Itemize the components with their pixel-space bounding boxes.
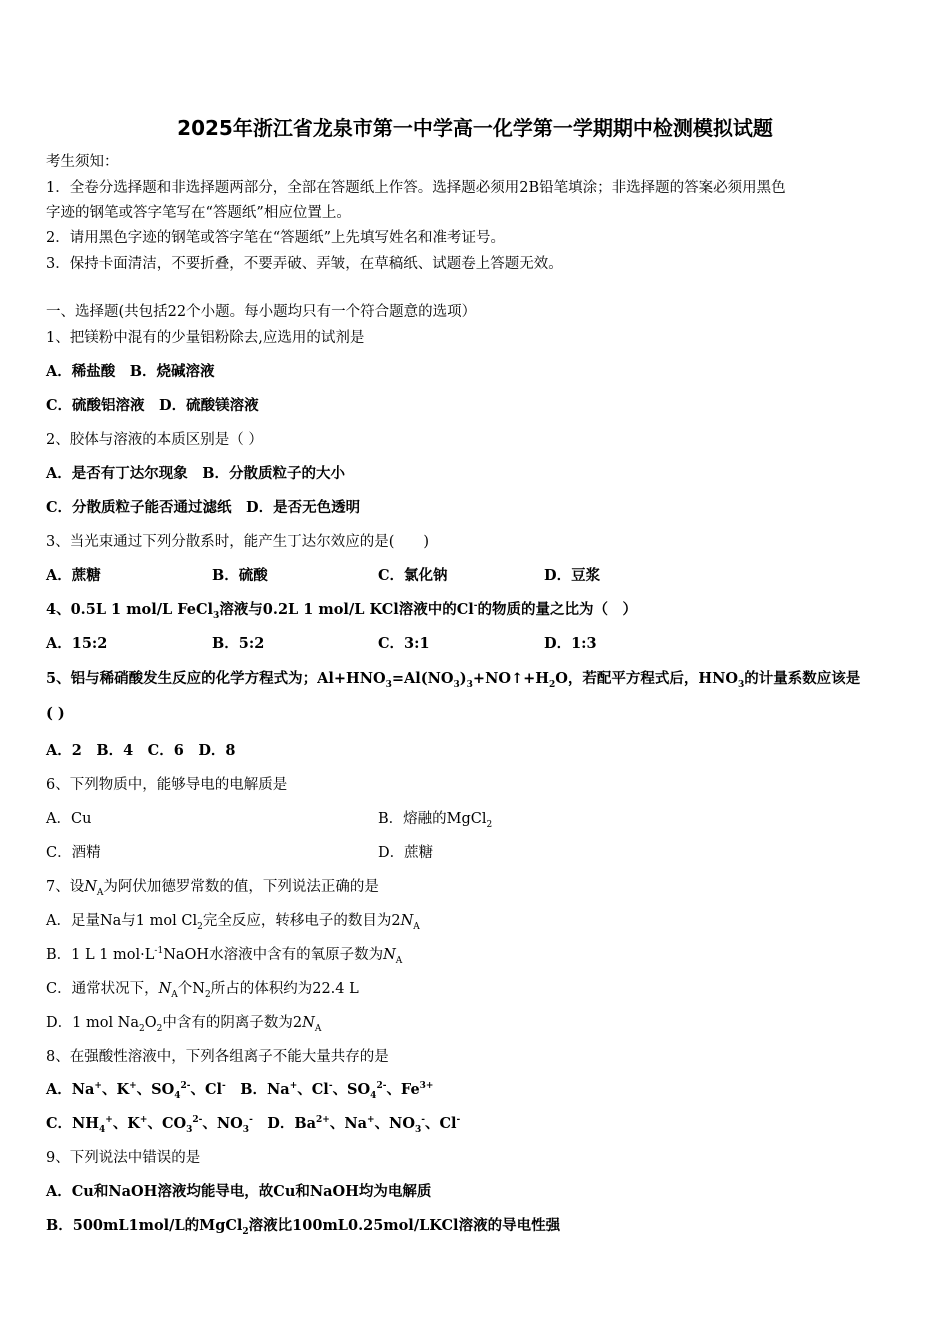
q6-option-a: A．Cu xyxy=(46,811,92,827)
q7-option-a: A．足量Na与1 mol $Cl_2$完全反应，转移电子的数目为$2N_A$ xyxy=(46,913,420,932)
q3-option-c: C．氯化钠 xyxy=(378,567,448,584)
q1-options-ab: A．稀盐酸 B．烧碱溶液 xyxy=(46,363,215,380)
q2-options-cd: C．分散质粒子能否通过滤纸 D．是否无色透明 xyxy=(46,499,361,516)
q8-options-ab: A．Na+、K+、$SO_4^{2-}$、Cl- B．Na+、Cl-、$SO_4^{2-}$、$Fe^{3+}$ xyxy=(46,1081,434,1101)
notice-item-1a: 1．全卷分选择题和非选择题两部分，全部在答题纸上作答。选择题必须用2B铅笔填涂；非选择题的答案必须用黑色 xyxy=(46,180,786,196)
q8-options-cd: C．$NH_4^+$、K+、$CO_3^{2-}$、$NO_3^-$ D．$Ba^{2+}$、Na+、$NO_3^-$、Cl- xyxy=(46,1115,461,1135)
notice-heading: 考生须知： xyxy=(46,154,119,170)
q6-option-d: D．蔗糖 xyxy=(378,845,434,861)
q1-stem: 1、把镁粉中混有的少量铝粉除去,应选用的试剂是 xyxy=(46,330,365,346)
q4-option-d: D．1:3 xyxy=(544,635,597,652)
q3-stem: 3、当光束通过下列分散系时，能产生丁达尔效应的是( ) xyxy=(46,534,430,550)
q7-option-d: D．1 mol $Na_2O_2$中含有的阴离子数为$2N_A$ xyxy=(46,1015,322,1034)
notice-item-1b: 字迹的钢笔或答字笔写在“答题纸”相应位置上。 xyxy=(46,205,351,221)
q6-option-c: C．酒精 xyxy=(46,845,101,861)
q9-stem: 9、下列说法中错误的是 xyxy=(46,1150,201,1166)
q6-stem: 6、下列物质中，能够导电的电解质是 xyxy=(46,777,288,793)
q9-option-a: A．Cu和NaOH溶液均能导电，故Cu和NaOH均为电解质 xyxy=(46,1183,432,1200)
q6-option-b: B．熔融的MgCl$_2$ xyxy=(378,811,493,830)
q7-option-b: B．1 L 1 $mol\cdot L^{-1}NaOH$水溶液中含有的氧原子数为$N_A$ xyxy=(46,946,403,966)
q3-option-b: B．硫酸 xyxy=(212,567,268,584)
q4-stem: 4、0.5L 1 mol/L FeCl$_3$溶液与0.2L 1 mol/L KCl溶液中的Cl-的物质的量之比为（ ） xyxy=(46,601,638,621)
q2-stem: 2、胶体与溶液的本质区别是（ ） xyxy=(46,432,263,448)
notice-item-3: 3．保持卡面清洁，不要折叠，不要弄破、弄皱，在草稿纸、试题卷上答题无效。 xyxy=(46,256,563,272)
q7-stem: 7、设$N_A$为阿伏加德罗常数的值，下列说法正确的是 xyxy=(46,879,379,898)
q1-options-cd: C．硫酸铝溶液 D．硫酸镁溶液 xyxy=(46,397,259,414)
q3-option-a: A．蔗糖 xyxy=(46,567,101,584)
q8-stem: 8、在强酸性溶液中，下列各组离子不能大量共存的是 xyxy=(46,1049,389,1065)
q7-option-c: C．通常状况下，$N_A$个$N_2$所占的体积约为22.4 L xyxy=(46,981,359,1000)
q2-options-ab: A．是否有丁达尔现象 B．分散质粒子的大小 xyxy=(46,465,346,482)
q3-option-d: D．豆浆 xyxy=(544,567,601,584)
q4-option-a: A．15:2 xyxy=(46,635,108,652)
q4-option-c: C．3:1 xyxy=(378,635,430,652)
q5-options: A．2 B．4 C．6 D．8 xyxy=(46,742,236,759)
q5-stem: 5、铝与稀硝酸发生反应的化学方程式为；$Al+HNO_3=Al(NO_3)_3+NO↑+H_2O$，若配平方程式后，$HNO_3$的计量系数应该是 xyxy=(46,670,861,690)
page-title: 2025年浙江省龙泉市第一中学高一化学第一学期期中检测模拟试题 xyxy=(177,116,773,140)
q4-option-b: B．5:2 xyxy=(212,635,265,652)
q4-options xyxy=(46,632,597,653)
section-heading: 一、选择题(共包括22个小题。每小题均只有一个符合题意的选项） xyxy=(46,304,477,320)
q9-option-b: B．500mL1mol/L的MgCl$_2$溶液比100mL0.25mol/LKCl溶液的导电性强 xyxy=(46,1217,561,1237)
q5-stem-continued: ( ) xyxy=(46,705,65,722)
notice-item-2: 2．请用黑色字迹的钢笔或答字笔在“答题纸”上先填写姓名和准考证号。 xyxy=(46,230,506,246)
q3-options xyxy=(46,564,600,585)
